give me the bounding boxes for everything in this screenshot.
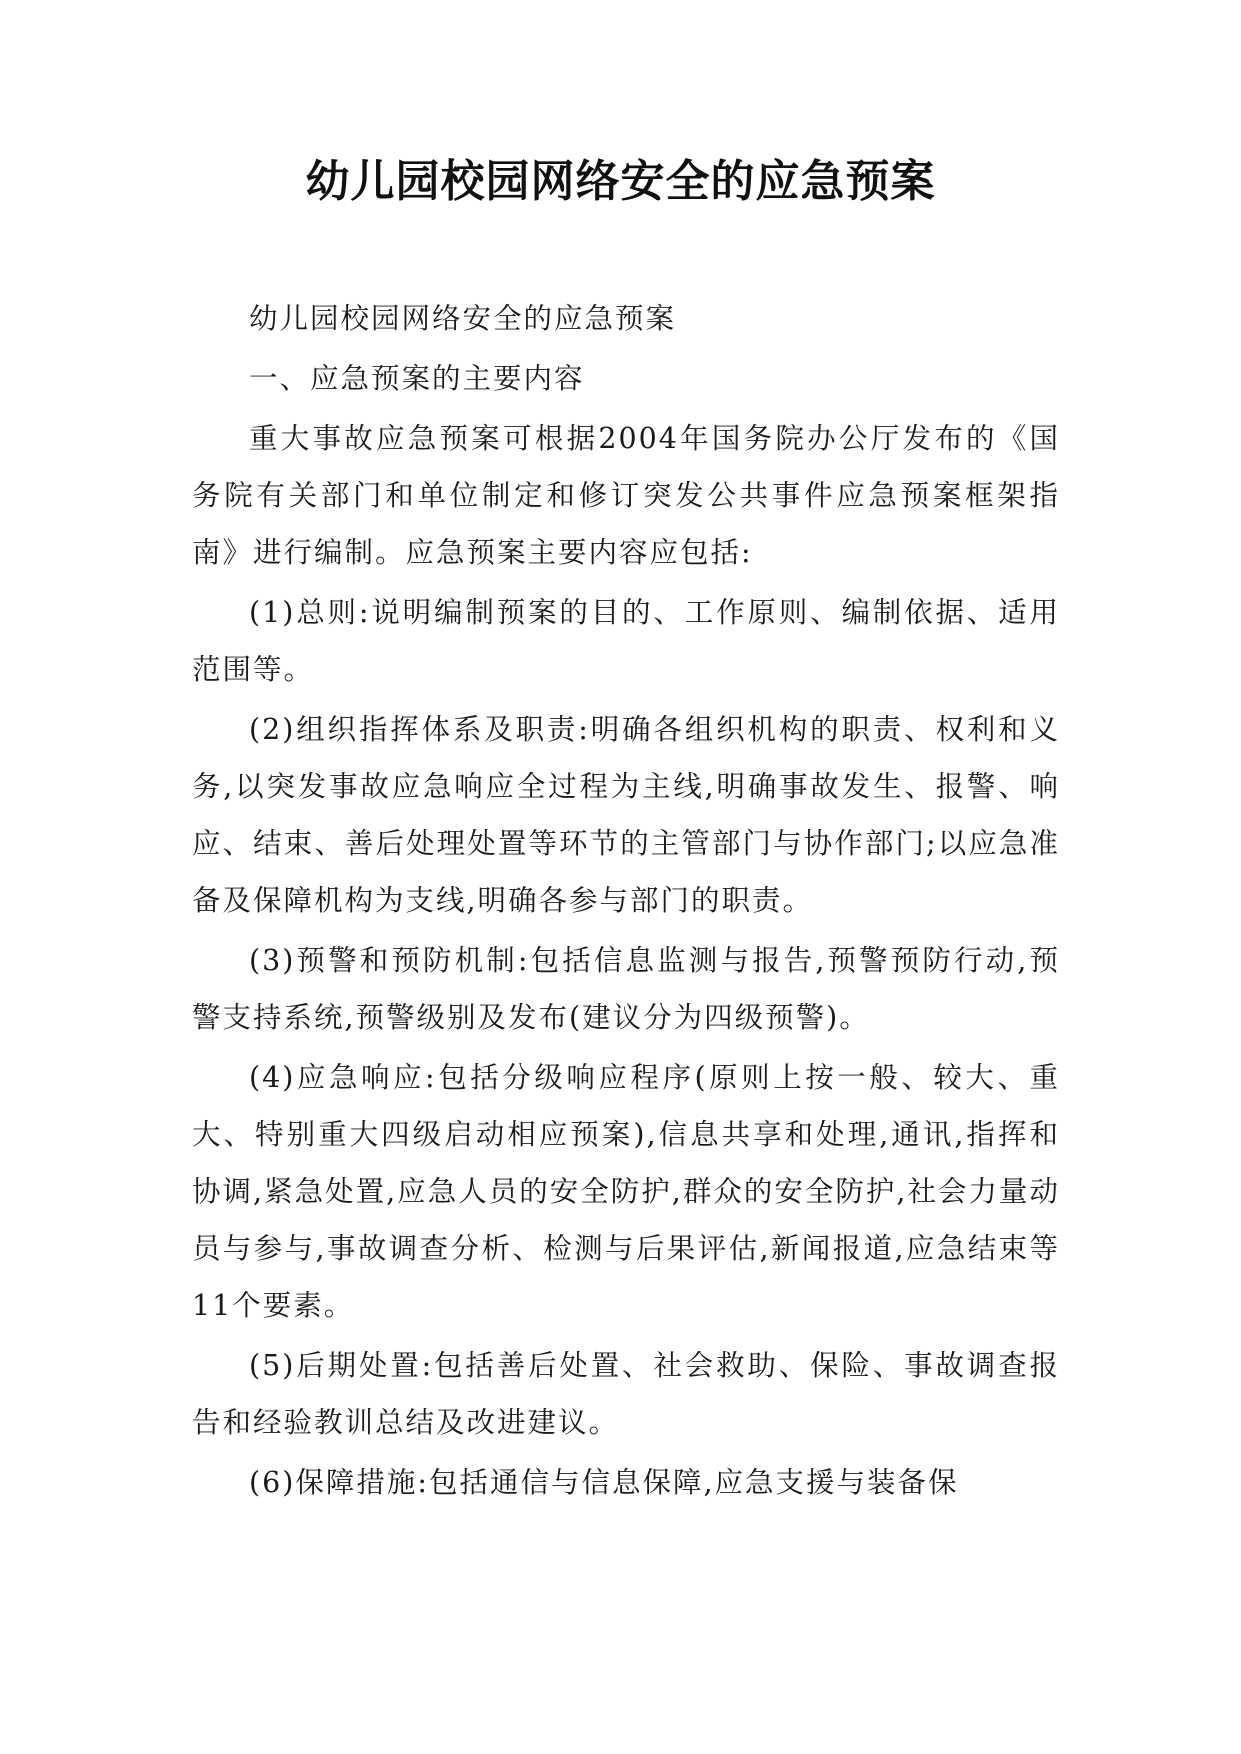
- paragraph-item-6: (6)保障措施:包括通信与信息保障,应急支援与装备保: [249, 1466, 959, 1499]
- paragraph-intro: 重大事故应急预案可根据2004年国务院办公厅发布的《国务院有关部门和单位制定和修订突发公共事件应急预案框架指南》进行编制。应急预案主要内容应包括:: [192, 422, 1060, 569]
- paragraph-item-2: (2)组织指挥体系及职责:明确各组织机构的职责、权利和义务,以突发事故应急响应全过程为主线,明确事故发生、报警、响应、结束、善后处理处置等环节的主管部门与协作部门;以应急准备及保障机构为支线,明确各参与部门的职责。: [192, 713, 1060, 917]
- document-title: 幼儿园校园网络安全的应急预案: [305, 156, 936, 207]
- paragraph-item-3: (3)预警和预防机制:包括信息监测与报告,预警预防行动,预警支持系统,预警级别及发布(建议分为四级预警)。: [192, 944, 1060, 1034]
- paragraph-section-one: 一、应急预案的主要内容: [249, 362, 585, 395]
- document-body: [192, 290, 1060, 1514]
- paragraph-item-1: (1)总则:说明编制预案的目的、工作原则、编制依据、适用范围等。: [192, 596, 1060, 686]
- paragraph-heading: 幼儿园校园网络安全的应急预案: [249, 302, 677, 335]
- paragraph-item-5: (5)后期处置:包括善后处置、社会救助、保险、事故调查报告和经验教训总结及改进建议。: [192, 1349, 1060, 1439]
- paragraph-item-4: (4)应急响应:包括分级响应程序(原则上按一般、较大、重大、特别重大四级启动相应预案),信息共享和处理,通讯,指挥和协调,紧急处置,应急人员的安全防护,群众的安全防护,社会力量动员与参与,事故调查分析、检测与后果评估,新闻报道,应急结束等11个要素。: [192, 1061, 1060, 1322]
